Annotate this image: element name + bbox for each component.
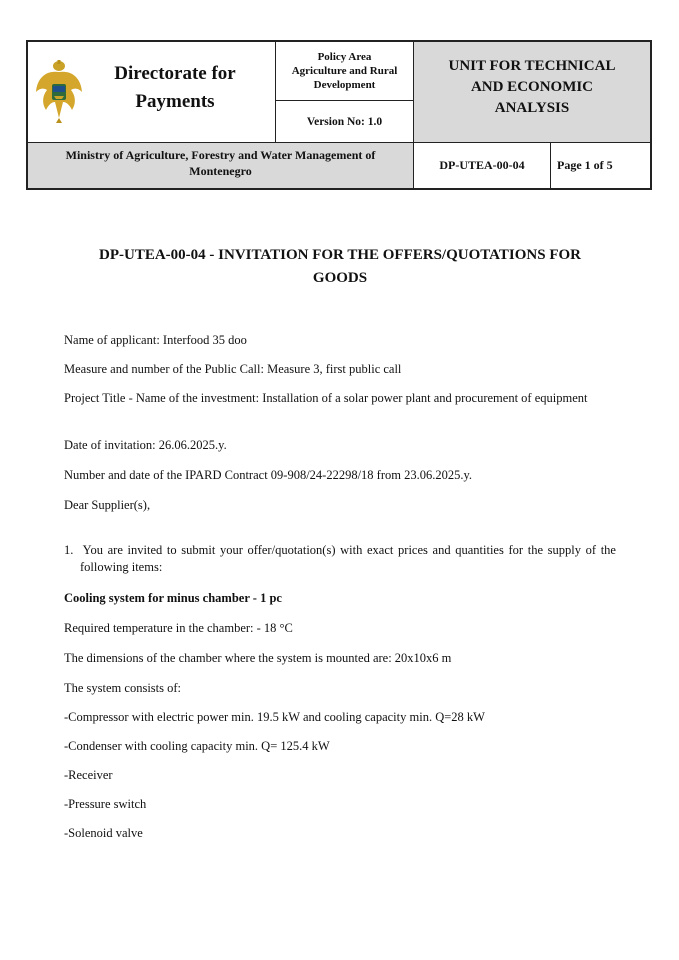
page-indicator: Page 1 of 5 bbox=[557, 158, 613, 172]
chamber-dimensions: The dimensions of the chamber where the system is mounted are: 20x10x6 m bbox=[64, 651, 452, 665]
policy-area-cell: Policy Area Agriculture and Rural Development bbox=[276, 42, 414, 101]
unit-name-cell: UNIT FOR TECHNICAL AND ECONOMIC ANALYSIS bbox=[414, 42, 650, 143]
component-item: -Receiver bbox=[64, 768, 113, 782]
public-call-measure: Measure and number of the Public Call: Measure 3, first public call bbox=[64, 362, 402, 376]
component-item: -Solenoid valve bbox=[64, 826, 143, 840]
section-heading: Cooling system for minus chamber - 1 pc bbox=[64, 591, 282, 605]
version-number: Version No: 1.0 bbox=[276, 101, 414, 143]
system-consists-label: The system consists of: bbox=[64, 681, 182, 695]
component-item: -Pressure switch bbox=[64, 797, 147, 811]
component-item: -Condenser with cooling capacity min. Q= 125.4 kW bbox=[64, 739, 330, 753]
document-title: DP-UTEA-00-04 - INVITATION FOR THE OFFERS/QUOTATIONS FOR GOODS bbox=[99, 247, 581, 286]
document-code: DP-UTEA-00-04 bbox=[414, 143, 551, 188]
project-title: Project Title - Name of the investment: Installation of a solar power plant and procurement of equipment bbox=[64, 391, 588, 405]
directorate-title: Directorate for Payments bbox=[114, 63, 236, 112]
document-header-table bbox=[26, 40, 652, 190]
required-temperature: Required temperature in the chamber: - 18 °C bbox=[64, 621, 293, 635]
coat-of-arms-icon bbox=[34, 60, 84, 124]
component-item: -Compressor with electric power min. 19.5 kW and cooling capacity min. Q=28 kW bbox=[64, 710, 485, 724]
directorate-cell bbox=[28, 42, 276, 143]
invitation-date: Date of invitation: 26.06.2025.y. bbox=[64, 438, 227, 452]
ministry-cell: Ministry of Agriculture, Forestry and Water Management of Montenegro bbox=[28, 143, 414, 188]
salutation: Dear Supplier(s), bbox=[64, 498, 151, 512]
ipard-contract: Number and date of the IPARD Contract 09-908/24-22298/18 from 23.06.2025.y. bbox=[64, 468, 473, 482]
applicant-name: Name of applicant: Interfood 35 doo bbox=[64, 333, 247, 347]
numbered-item-1: 1. You are invited to submit your offer/quotation(s) with exact prices and quantities for the supply of the following items: bbox=[64, 543, 616, 574]
